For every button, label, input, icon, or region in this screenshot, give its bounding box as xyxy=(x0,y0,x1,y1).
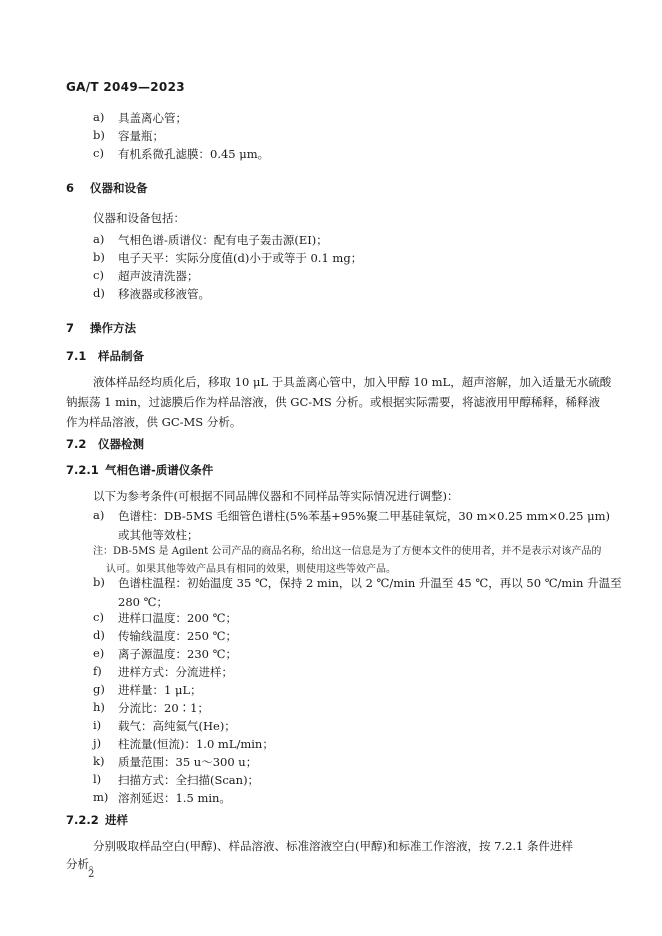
section-7-2-heading xyxy=(66,436,144,452)
list-label: c) xyxy=(93,146,104,160)
list-label: d) xyxy=(93,286,105,300)
list-text: 溶剂延迟：1.5 min。 xyxy=(118,791,231,805)
list-text: 移液器或移液管。 xyxy=(118,287,210,301)
list-text: 色谱柱：DB-5MS 毛细管色谱柱(5%苯基+95%聚二甲基硅氧烷，30 m×0.25 mm×0.25 μm) xyxy=(118,509,610,523)
paragraph-line: 分析。 xyxy=(66,857,101,871)
section-6-heading xyxy=(66,180,148,196)
list-label: c) xyxy=(93,268,104,282)
paragraph-line: 分别吸取样品空白(甲醇)、样品溶液、标准溶液空白(甲醇)和标准工作溶液，按 7.2.1 条件进样 xyxy=(93,839,574,853)
list-label: h) xyxy=(93,700,105,714)
list-label: b) xyxy=(93,250,105,264)
section-number: 6 xyxy=(66,181,75,195)
list-text: 分流比：20∶1； xyxy=(118,701,209,715)
list-text: 传输线温度：250 ℃； xyxy=(118,629,237,643)
section-number: 7.2.1 xyxy=(66,463,99,477)
list-text: 色谱柱温程：初始温度 35 ℃，保持 2 min，以 2 ℃/min 升温至 45 ℃，再以 50 ℃/min 升温至 xyxy=(118,576,622,590)
paragraph-line: 液体样品经均质化后，移取 10 μL 于具盖离心管中，加入甲醇 10 mL，超声溶解，加入适量无水硫酸 xyxy=(93,375,612,389)
list-text: 离子源温度：230 ℃； xyxy=(118,647,237,661)
section-number: 7 xyxy=(66,321,75,335)
list-label: j) xyxy=(93,736,102,750)
list-label: a) xyxy=(93,232,105,246)
list-label: a) xyxy=(93,508,105,522)
section-title: 操作方法 xyxy=(90,321,136,335)
section-number: 7.1 xyxy=(66,349,87,363)
list-text: 进样口温度：200 ℃； xyxy=(118,611,237,625)
list-text: 超声波清洗器； xyxy=(118,269,199,283)
section-title: 样品制备 xyxy=(98,349,144,363)
list-label: d) xyxy=(93,628,105,642)
list-label: g) xyxy=(93,682,105,696)
list-label: l) xyxy=(93,772,102,786)
section-7-2-2-heading xyxy=(66,812,128,828)
list-text: 进样方式：分流进样； xyxy=(118,665,233,679)
section-6-intro: 仪器和设备包括： xyxy=(93,211,185,225)
section-title: 进样 xyxy=(105,813,128,827)
note-line: 认可。如果其他等效产品具有相同的效果，则使用这些等效产品。 xyxy=(106,564,396,575)
list-text: 扫描方式：全扫描(Scan)； xyxy=(118,773,260,787)
section-number: 7.2 xyxy=(66,437,87,451)
list-label: a) xyxy=(93,110,105,124)
paragraph-line: 钠振荡 1 min，过滤膜后作为样品溶液，供 GC-MS 分析。或根据实际需要，将滤液用甲醇稀释，稀释液 xyxy=(66,395,600,409)
list-text-continuation: 280 ℃； xyxy=(118,595,168,609)
list-label: i) xyxy=(93,718,102,732)
list-label: m) xyxy=(93,790,109,804)
section-title: 仪器和设备 xyxy=(90,181,148,195)
page-number: 2 xyxy=(88,869,95,880)
list-text: 有机系微孔滤膜：0.45 μm。 xyxy=(118,147,270,161)
list-text: 载气：高纯氦气(He)； xyxy=(118,719,236,733)
section-title: 气相色谱-质谱仪条件 xyxy=(105,463,214,477)
list-label: b) xyxy=(93,575,105,589)
section-7-heading xyxy=(66,320,136,336)
section-number: 7.2.2 xyxy=(66,813,99,827)
list-label: k) xyxy=(93,754,105,768)
list-label: e) xyxy=(93,646,105,660)
list-text: 具盖离心管； xyxy=(118,111,187,125)
conditions-intro: 以下为参考条件(可根据不同品牌仪器和不同样品等实际情况进行调整)： xyxy=(93,489,459,503)
section-7-1-heading xyxy=(66,348,144,364)
note-line: 注：DB-5MS 是 Agilent 公司产品的商品名称，给出这一信息是为了方便本文件的使用者，并不是表示对该产品的 xyxy=(93,546,602,557)
section-7-2-1-heading xyxy=(66,462,213,478)
standard-code-header: GA/T 2049—2023 xyxy=(66,80,185,94)
list-label: f) xyxy=(93,664,102,678)
list-text: 质量范围：35 u～300 u； xyxy=(118,755,258,769)
paragraph-line: 作为样品溶液，供 GC-MS 分析。 xyxy=(66,415,242,429)
list-text: 柱流量(恒流)：1.0 mL/min； xyxy=(118,737,274,751)
list-text: 气相色谱-质谱仪：配有电子轰击源(EI)； xyxy=(118,233,328,247)
list-label: c) xyxy=(93,610,104,624)
list-text: 进样量：1 μL； xyxy=(118,683,202,697)
section-title: 仪器检测 xyxy=(98,437,144,451)
list-text: 电子天平：实际分度值(d)小于或等于 0.1 mg； xyxy=(118,251,363,265)
list-label: b) xyxy=(93,128,105,142)
list-text: 容量瓶； xyxy=(118,129,164,143)
list-text-continuation: 或其他等效柱； xyxy=(118,528,199,542)
